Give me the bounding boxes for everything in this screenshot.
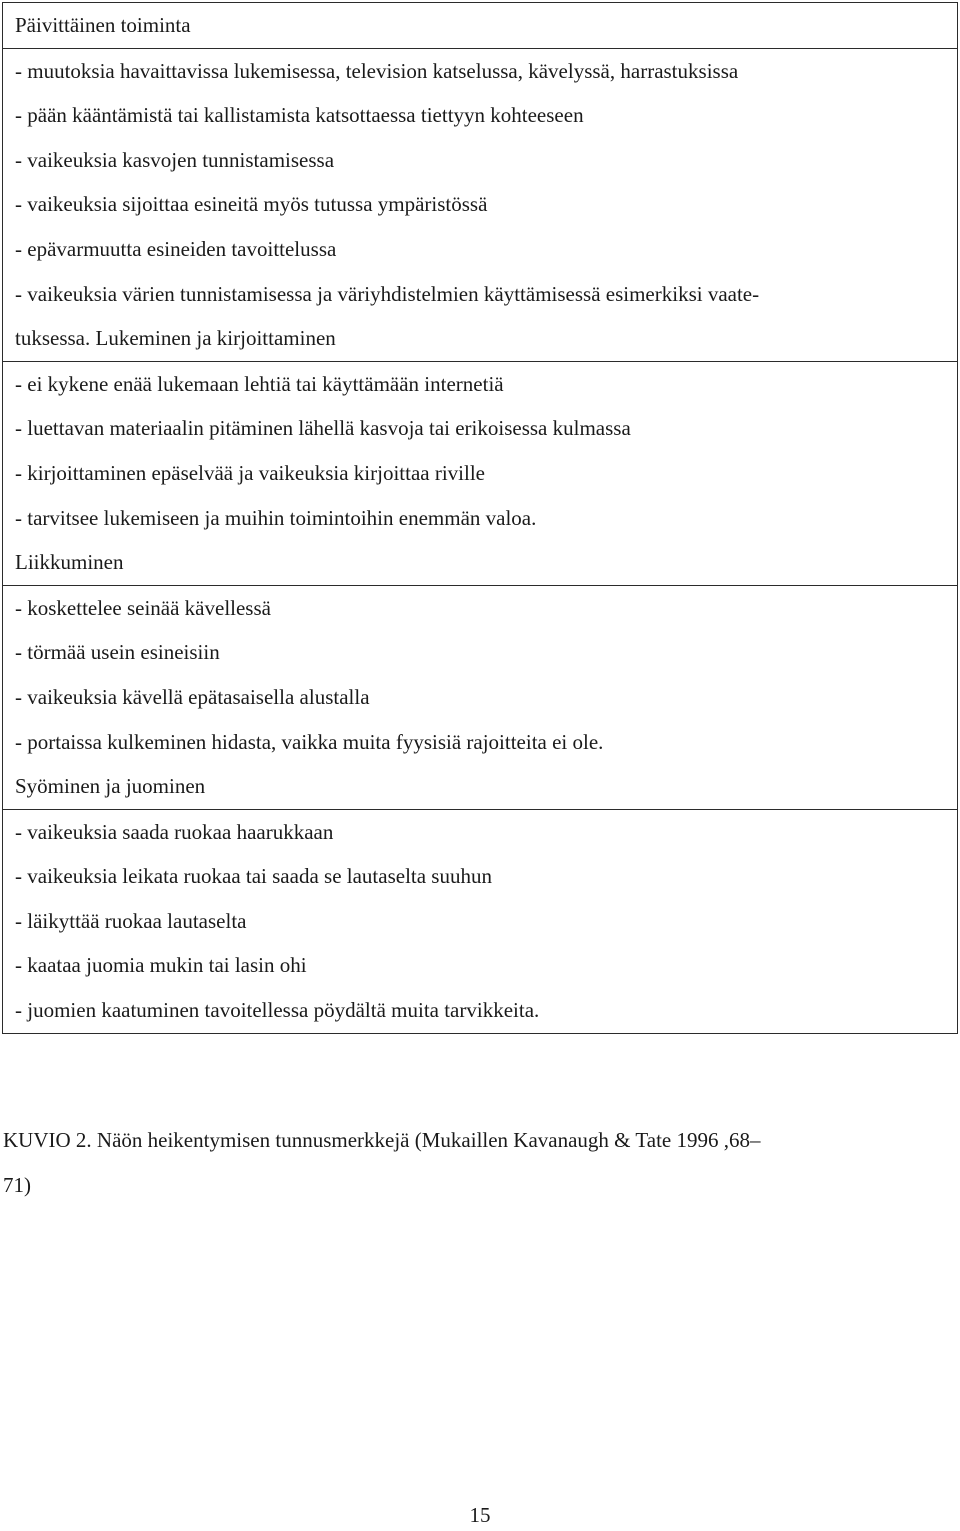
section-heading-mobility: Liikkuminen bbox=[15, 550, 124, 575]
list-item: - ei kykene enää lukemaan lehtiä tai käyttämään internetiä bbox=[15, 371, 504, 396]
list-item: - vaikeuksia saada ruokaa haarukkaan bbox=[15, 819, 334, 844]
section-heading-eating-drinking: Syöminen ja juominen bbox=[15, 774, 206, 799]
list-item: - tarvitsee lukemiseen ja muihin toimintoihin enemmän valoa. bbox=[15, 505, 537, 530]
list-item: - koskettelee seinää kävellessä bbox=[15, 595, 271, 620]
caption-line-1: KUVIO 2. Näön heikentymisen tunnusmerkkejä (Mukaillen Kavanaugh & Tate 1996 ,68– bbox=[3, 1128, 761, 1152]
section-heading-reading-writing: Lukeminen ja kirjoittaminen bbox=[95, 326, 336, 351]
list-item: - muutoksia havaittavissa lukemisessa, television katselussa, kävelyssä, harrastuksissa bbox=[15, 58, 739, 83]
section-body-eating-drinking bbox=[2, 810, 958, 1034]
list-item: - vaikeuksia sijoittaa esineitä myös tutussa ympäristössä bbox=[15, 192, 488, 217]
section-heading-text: Päivittäinen toiminta bbox=[15, 13, 191, 37]
symptom-table bbox=[2, 2, 958, 1034]
figure-caption bbox=[3, 1118, 943, 1207]
section-body-reading-writing bbox=[2, 362, 958, 586]
list-item: - vaikeuksia kävellä epätasaisella alustalla bbox=[15, 684, 370, 709]
section-body-daily-activities bbox=[2, 49, 958, 362]
caption-line-2: 71) bbox=[3, 1172, 31, 1197]
section-heading-daily-activities bbox=[2, 2, 958, 49]
list-item: - luettavan materiaalin pitäminen lähellä kasvoja tai erikoisessa kulmassa bbox=[15, 416, 631, 441]
list-item: tuksessa. bbox=[15, 326, 91, 351]
list-item: - pään kääntämistä tai kallistamista katsottaessa tiettyyn kohteeseen bbox=[15, 103, 584, 128]
section-body-mobility bbox=[2, 586, 958, 810]
list-item: - törmää usein esineisiin bbox=[15, 640, 220, 665]
list-item: - läikyttää ruokaa lautaselta bbox=[15, 908, 247, 933]
list-item: - vaikeuksia leikata ruokaa tai saada se lautaselta suuhun bbox=[15, 864, 492, 889]
page-number: 15 bbox=[469, 1503, 491, 1527]
list-item: - kirjoittaminen epäselvää ja vaikeuksia kirjoittaa riville bbox=[15, 460, 485, 485]
list-item: - vaikeuksia värien tunnistamisessa ja väriyhdistelmien käyttämisessä esimerkiksi vaate- bbox=[15, 281, 760, 306]
list-item: - kaataa juomia mukin tai lasin ohi bbox=[15, 953, 307, 978]
list-item: - vaikeuksia kasvojen tunnistamisessa bbox=[15, 147, 335, 172]
list-item: - epävarmuutta esineiden tavoittelussa bbox=[15, 236, 337, 261]
list-item: - portaissa kulkeminen hidasta, vaikka muita fyysisiä rajoitteita ei ole. bbox=[15, 729, 604, 754]
list-item: - juomien kaatuminen tavoitellessa pöydältä muita tarvikkeita. bbox=[15, 998, 540, 1023]
